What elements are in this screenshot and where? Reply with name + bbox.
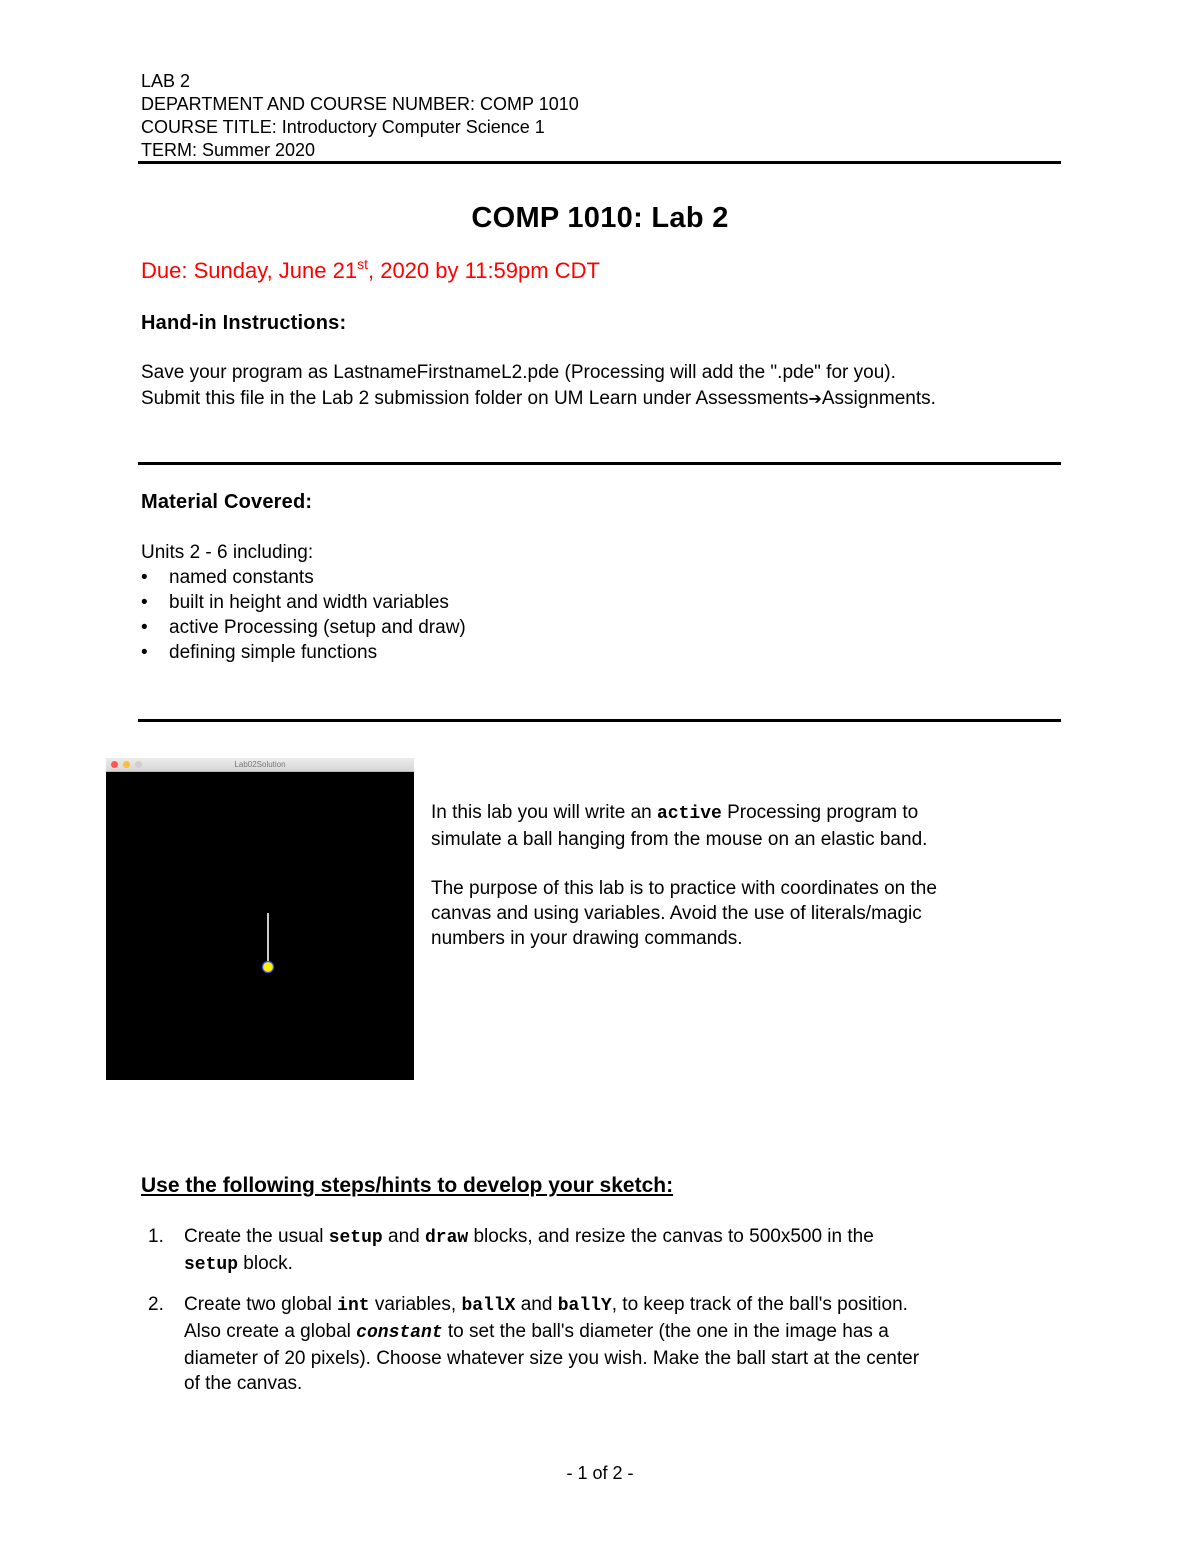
bullet-icon: • [141, 567, 148, 588]
page-title: COMP 1010: Lab 2 [471, 202, 729, 234]
code-bally: ballY [557, 1296, 612, 1316]
step-number: 2. [148, 1294, 164, 1315]
list-item-text: built in height and width variables [169, 592, 449, 613]
code-ballx: ballX [461, 1296, 516, 1316]
header-course-title: COURSE TITLE: Introductory Computer Science 1 [141, 117, 545, 137]
material-heading: Material Covered: [141, 491, 313, 513]
step-line: diameter of 20 pixels). Choose whatever size you wish. Make the ball start at the center [184, 1348, 920, 1369]
keyword-active: active [657, 804, 722, 824]
handin-instructions [141, 360, 936, 412]
due-date-text: Due: Sunday, June 21 [141, 258, 358, 283]
step-text: to set the ball's diameter (the one in the image has a [442, 1321, 889, 1342]
step-text: and [515, 1294, 558, 1315]
steps-list [141, 1224, 919, 1410]
handin-line-2-end: Assignments. [821, 387, 936, 409]
handin-line-2 [141, 386, 936, 413]
material-intro: Units 2 - 6 including: [141, 542, 314, 563]
step-text: and [382, 1226, 425, 1247]
sketch-screenshot [106, 758, 414, 1080]
window-title: Lab02Solution [234, 760, 286, 769]
due-date-time: , 2020 by 11:59pm CDT [367, 258, 600, 283]
section-divider-2 [138, 719, 1061, 722]
list-item [141, 615, 466, 640]
code-draw: draw [424, 1228, 469, 1248]
document-header [141, 70, 579, 162]
header-divider [138, 161, 1061, 164]
step-text: blocks, and resize the canvas to 500x500 in the [468, 1226, 874, 1247]
intro-line-4: canvas and using variables. Avoid the use of literals/magic [431, 903, 922, 924]
step-line [184, 1292, 919, 1319]
list-item-text: defining simple functions [169, 642, 378, 663]
ball-icon [263, 962, 274, 973]
step-text: Create the usual [184, 1226, 329, 1247]
step-line [184, 1224, 919, 1251]
page-number: - 1 of 2 - [566, 1463, 634, 1483]
step-text: Also create a global [184, 1321, 357, 1342]
code-constant: constant [356, 1323, 443, 1343]
window-titlebar [106, 758, 414, 772]
intro-line-5: numbers in your drawing commands. [431, 928, 743, 949]
step-text: Create two global [184, 1294, 338, 1315]
intro-line-3: The purpose of this lab is to practice with coordinates on the [431, 878, 937, 899]
bullet-icon: • [141, 642, 148, 663]
sketch-canvas [106, 772, 414, 1080]
step-number: 1. [148, 1226, 164, 1247]
code-int: int [337, 1296, 370, 1316]
handin-line-1: Save your program as LastnameFirstnameL2.pde (Processing will add the ".pde" for you). [141, 362, 896, 383]
header-lab: LAB 2 [141, 71, 191, 91]
sketch-drawing [106, 772, 414, 1080]
step-line [184, 1251, 919, 1278]
code-setup: setup [184, 1255, 239, 1275]
intro-text: In this lab you will write an [431, 802, 657, 823]
intro-line-1 [431, 800, 937, 827]
list-item [141, 590, 466, 615]
step-line [184, 1319, 919, 1346]
list-item-text: named constants [169, 567, 314, 588]
intro-text: Processing program to [721, 802, 919, 823]
code-setup: setup [328, 1228, 383, 1248]
list-item [141, 640, 466, 665]
step-line: of the canvas. [184, 1373, 303, 1394]
step-item [141, 1292, 919, 1396]
list-item-text: active Processing (setup and draw) [169, 617, 466, 638]
spacer [431, 852, 937, 876]
list-item [141, 565, 466, 590]
lab-intro [431, 800, 937, 951]
intro-line-2: simulate a ball hanging from the mouse on an elastic band. [431, 829, 928, 850]
bullet-icon: • [141, 592, 148, 613]
due-date-superscript: st [357, 256, 368, 272]
header-department: DEPARTMENT AND COURSE NUMBER: COMP 1010 [141, 94, 579, 114]
bullet-icon: • [141, 617, 148, 638]
handin-line-2-text: Submit this file in the Lab 2 submission folder on UM Learn under Assessments [141, 387, 809, 409]
section-divider-1 [138, 462, 1061, 465]
steps-heading: Use the following steps/hints to develop your sketch: [141, 1174, 674, 1197]
due-date [141, 258, 600, 284]
step-text: , to keep track of the ball's position. [611, 1294, 908, 1315]
handin-heading: Hand-in Instructions: [141, 312, 347, 334]
material-list [141, 540, 466, 665]
step-item [141, 1224, 919, 1278]
step-text: block. [238, 1253, 293, 1274]
arrow-icon: ➔ [808, 390, 822, 408]
header-term: TERM: Summer 2020 [141, 140, 316, 160]
step-text: variables, [369, 1294, 462, 1315]
